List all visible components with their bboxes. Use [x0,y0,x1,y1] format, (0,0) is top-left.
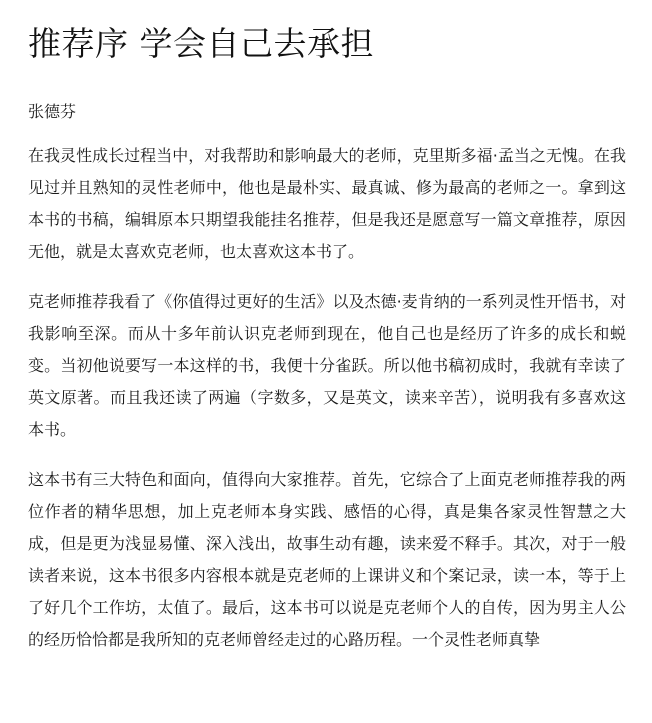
author-name: 张德芬 [28,102,77,121]
page-title: 推荐序 学会自己去承担 [28,24,374,63]
paragraph-1: 在我灵性成长过程当中，对我帮助和影响最大的老师，克里斯多福·孟当之无愧。在我见过并且熟知的灵性老师中，他也是最朴实、最真诚、修为最高的老师之一。拿到这本书的书稿，编辑原本只期望我能挂名推荐，但是我还是愿意写一篇文章推荐，原因无他，就是太喜欢克老师，也太喜欢这本书了。 [28,146,626,261]
paragraph-2: 克老师推荐我看了《你值得过更好的生活》以及杰德·麦肯纳的一系列灵性开悟书，对我影响至深。而从十多年前认识克老师到现在，他自己也是经历了许多的成长和蜕变。当初他说要写一本这样的书，我便十分雀跃。所以他书稿初成时，我就有幸读了英文原著。而且我还读了两遍（字数多，又是英文，读来辛苦），说明我有多喜欢这本书。 [28,292,626,439]
paragraph-3: 这本书有三大特色和面向，值得向大家推荐。首先，它综合了上面克老师推荐我的两位作者的精华思想，加上克老师本身实践、感悟的心得，真是集各家灵性智慧之大成，但是更为浅显易懂、深入浅出，故事生动有趣，读来爱不释手。其次，对于一般读者来说，这本书很多内容根本就是克老师的上课讲义和个案记录，读一本，等于上了好几个工作坊，太值了。最后，这本书可以说是克老师个人的自传，因为男主人公的经历恰恰都是我所知的克老师曾经走过的心路历程。一个灵性老师真挚 [28,470,626,649]
